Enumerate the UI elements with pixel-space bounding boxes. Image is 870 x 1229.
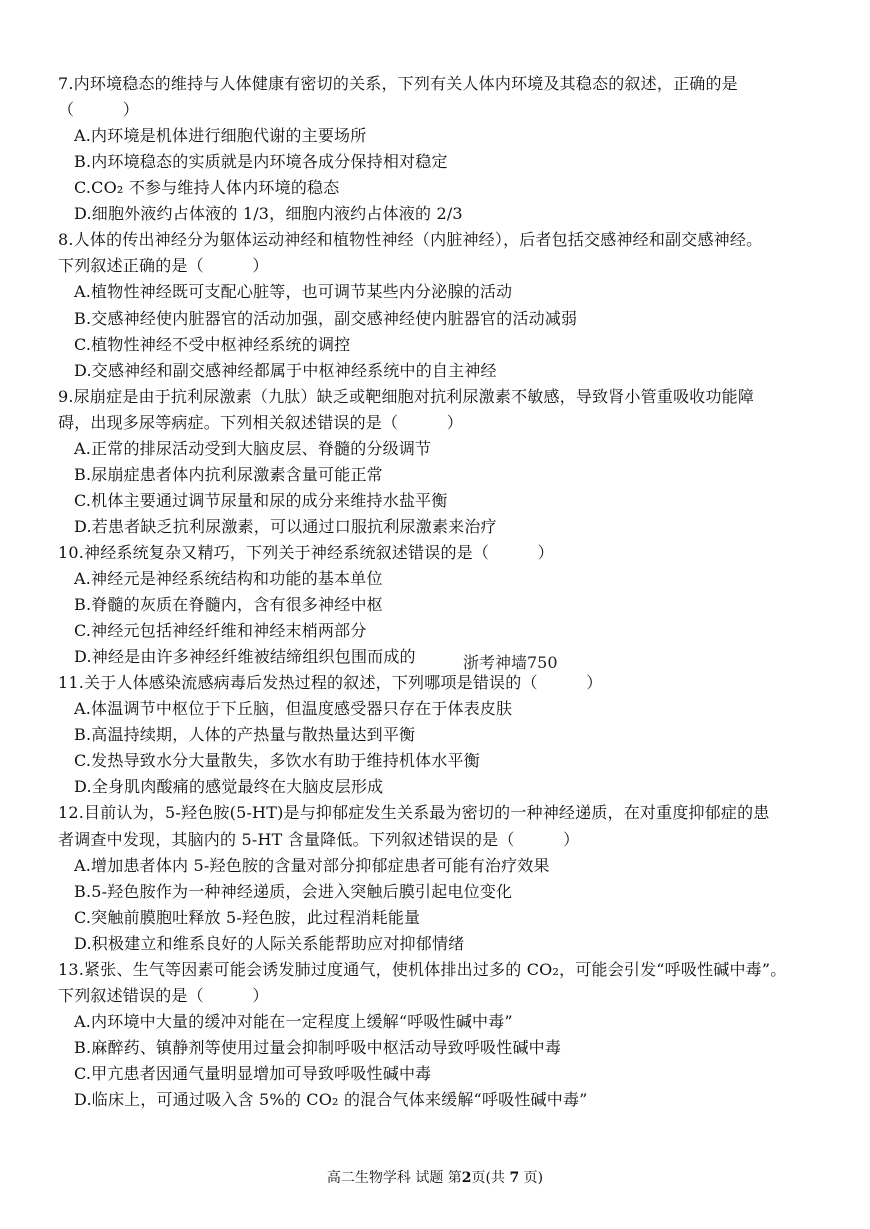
answer-option: D.交感神经和副交感神经都属于中枢神经系统中的自主神经: [74, 360, 497, 380]
question-stem: 11.关于人体感染流感病毒后发热过程的叙述，下列哪项是错误的（ ）: [58, 673, 603, 693]
answer-option: B.尿崩症患者体内抗利尿激素含量可能正常: [74, 464, 383, 484]
answer-option: B.高温持续期，人体的产热量与散热量达到平衡: [74, 725, 416, 745]
answer-option: B.交感神经使内脏器官的活动加强，副交感神经使内脏器官的活动减弱: [74, 308, 578, 328]
answer-option: C.机体主要通过调节尿量和尿的成分来维持水盐平衡: [74, 490, 448, 510]
footer-page-number: 2: [461, 1170, 472, 1186]
footer-total-pages: 7: [509, 1170, 520, 1186]
question-stem: （ ）: [58, 100, 140, 119]
answer-option: A.植物性神经既可支配心脏等，也可调节某些内分泌腺的活动: [74, 282, 513, 302]
question-stem: 下列叙述错误的是（ ）: [58, 985, 269, 1005]
answer-option: B.脊髓的灰质在脊髓内，含有很多神经中枢: [74, 595, 383, 614]
answer-option: D.细胞外液约占体液的 1/3，细胞内液约占体液的 2/3: [74, 204, 463, 224]
answer-option: C.神经元包括神经纤维和神经末梢两部分: [74, 621, 367, 641]
answer-option: D.临床上，可通过吸入含 5%的 CO₂ 的混合气体来缓解“呼吸性碱中毒”: [74, 1090, 588, 1109]
question-stem: 下列叙述正确的是（ ）: [58, 256, 269, 276]
question-stem: 碍，出现多尿等病症。下列相关叙述错误的是（ ）: [58, 412, 464, 432]
question-stem: 8.人体的传出神经分为躯体运动神经和植物性神经（内脏神经），后者包括交感神经和副交感神经。: [58, 230, 763, 250]
answer-option: B.麻醉药、镇静剂等使用过量会抑制呼吸中枢活动导致呼吸性碱中毒: [74, 1037, 562, 1057]
answer-option: A.正常的排尿活动受到大脑皮层、脊髓的分级调节: [74, 438, 432, 458]
answer-option: B.5-羟色胺作为一种神经递质，会进入突触后膜引起电位变化: [74, 881, 513, 901]
answer-option: C.CO₂ 不参与维持人体内环境的稳态: [74, 178, 340, 198]
answer-option: A.体温调节中枢位于下丘脑，但温度感受器只存在于体表皮肤: [74, 699, 513, 719]
answer-option: C.突触前膜胞吐释放 5-羟色胺，此过程消耗能量: [74, 907, 421, 927]
answer-option: A.神经元是神经系统结构和功能的基本单位: [74, 569, 383, 588]
answer-option: C.甲亢患者因通气量明显增加可导致呼吸性碱中毒: [74, 1063, 432, 1083]
answer-option: D.全身肌肉酸痛的感觉最终在大脑皮层形成: [74, 777, 384, 797]
answer-option: D.积极建立和维系良好的人际关系能帮助应对抑郁情绪: [74, 933, 465, 953]
answer-option: A.增加患者体内 5-羟色胺的含量对部分抑郁症患者可能有治疗效果: [74, 855, 550, 875]
answer-option: B.内环境稳态的实质就是内环境各成分保持相对稳定: [74, 152, 448, 172]
watermark-text: 浙考神墙750: [463, 653, 558, 672]
footer-prefix: 高二生物学科 试题 第: [326, 1170, 462, 1186]
question-stem: 者调查中发现，其脑内的 5-HT 含量降低。下列叙述错误的是（ ）: [58, 829, 580, 849]
footer-middle: 页(共: [471, 1170, 510, 1186]
answer-option: D.若患者缺乏抗利尿激素，可以通过口服抗利尿激素来治疗: [74, 516, 497, 536]
answer-option: C.植物性神经不受中枢神经系统的调控: [74, 334, 351, 354]
answer-option: A.内环境中大量的缓冲对能在一定程度上缓解“呼吸性碱中毒”: [74, 1011, 513, 1031]
question-stem: 10.神经系统复杂又精巧，下列关于神经系统叙述错误的是（ ）: [58, 542, 554, 562]
answer-option: A.内环境是机体进行细胞代谢的主要场所: [74, 126, 367, 146]
answer-option: D.神经是由许多神经纤维被结缔组织包围而成的: [74, 647, 416, 667]
question-stem: 12.目前认为，5-羟色胺(5-HT)是与抑郁症发生关系最为密切的一种神经递质，在对重度抑郁症的患: [58, 803, 770, 823]
question-stem: 13.紧张、生气等因素可能会诱发肺过度通气，使机体排出过多的 CO₂，可能会引发“呼吸性碱中毒”。: [58, 959, 787, 979]
answer-option: C.发热导致水分大量散失，多饮水有助于维持机体水平衡: [74, 751, 480, 771]
question-stem: 9.尿崩症是由于抗利尿激素（九肽）缺乏或靶细胞对抗利尿激素不敏感，导致肾小管重吸收功能障: [58, 386, 755, 406]
footer-suffix: 页): [519, 1170, 544, 1186]
page-footer: [0, 1169, 870, 1187]
question-stem: 7.内环境稳态的维持与人体健康有密切的关系，下列有关人体内环境及其稳态的叙述，正确的是: [58, 74, 738, 93]
